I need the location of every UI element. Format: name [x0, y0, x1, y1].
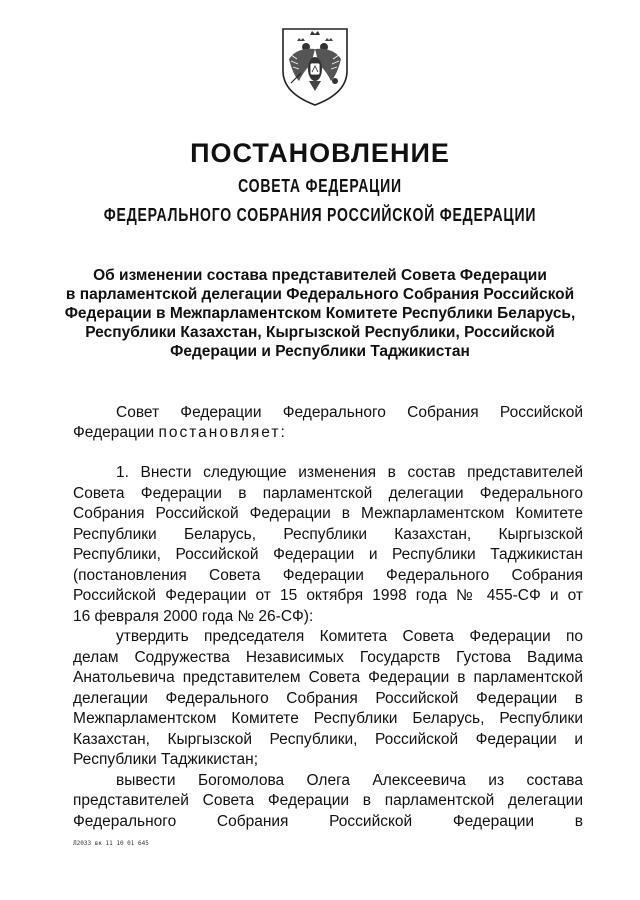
body-line: делам Содружества Независимых Государств Густова Вадима: [73, 648, 583, 666]
body-line: Федерального Собрания Российской Федерации в: [73, 812, 583, 830]
heading-line: в парламентской делегации Федерального Собрания Российской: [65, 286, 575, 303]
document-subtitle-council: СОВЕТА ФЕДЕРАЦИИ: [238, 176, 402, 196]
body-line: 16 февраля 2000 года № 26-СФ):: [73, 607, 314, 625]
document-subtitle-assembly: ФЕДЕРАЛЬНОГО СОБРАНИЯ РОССИЙСКОЙ ФЕДЕРАЦИИ: [103, 205, 537, 225]
body-line: вывести Богомолова Олега Алексеевича из состава: [116, 771, 583, 789]
preamble-line: [73, 423, 583, 443]
body-line: Республики Таджикистан;: [73, 751, 259, 768]
resolution-heading: [60, 266, 580, 361]
preamble-line: Совет Федерации Федерального Собрания Российской: [116, 404, 583, 421]
resolution-body: [73, 463, 583, 832]
body-line: Совета Федерации в парламентской делегации Федерального: [73, 484, 583, 502]
heading-line: Федерации в Межпарламентском Комитете Республики Беларусь,: [64, 305, 576, 322]
heading-line: Об изменении состава представителей Совета Федерации: [93, 267, 547, 284]
body-line: Российской Федерации от 15 октября 1998 года № 455-СФ и от: [73, 587, 583, 604]
body-line: Казахстан, Кыргызской Республики, Российской Федерации и: [73, 730, 583, 748]
body-line: Межпарламентском Комитете Республики Беларусь, Республики: [73, 710, 583, 727]
preamble-decree-word: постановляет:: [158, 424, 287, 441]
body-line: утвердить председателя Комитета Совета Федерации по: [116, 628, 583, 645]
body-line: (постановления Совета Федерации Федерального Собрания: [73, 566, 583, 584]
preamble-text: Федерации: [73, 424, 159, 441]
preamble-paragraph: [73, 403, 583, 443]
coat-of-arms-emblem-icon: [277, 25, 353, 107]
body-line: делегации Федерального Собрания Российской Федерации в: [73, 689, 583, 707]
heading-line: Республики Казахстан, Кыргызской Республики, Российской: [85, 324, 555, 341]
body-line: Анатольевича представителем Совета Федерации в парламентской: [73, 669, 583, 686]
document-title: ПОСТАНОВЛЕНИЕ: [190, 138, 450, 168]
body-line: представителей Совета Федерации в парламентской делегации: [73, 792, 583, 809]
body-line: Собрания Российской Федерации в Межпарламентском Комитете: [73, 505, 583, 522]
body-line: 1. Внести следующие изменения в состав представителей: [116, 464, 583, 481]
body-line: Республики Беларусь, Республики Казахстан, Кыргызской: [73, 525, 583, 543]
body-line: Республики, Российской Федерации и Республики Таджикистан: [73, 546, 583, 563]
heading-line: Федерации и Республики Таджикистан: [170, 343, 470, 360]
document-footer-code: Л2033 вк 11 10 01 645: [73, 840, 149, 847]
